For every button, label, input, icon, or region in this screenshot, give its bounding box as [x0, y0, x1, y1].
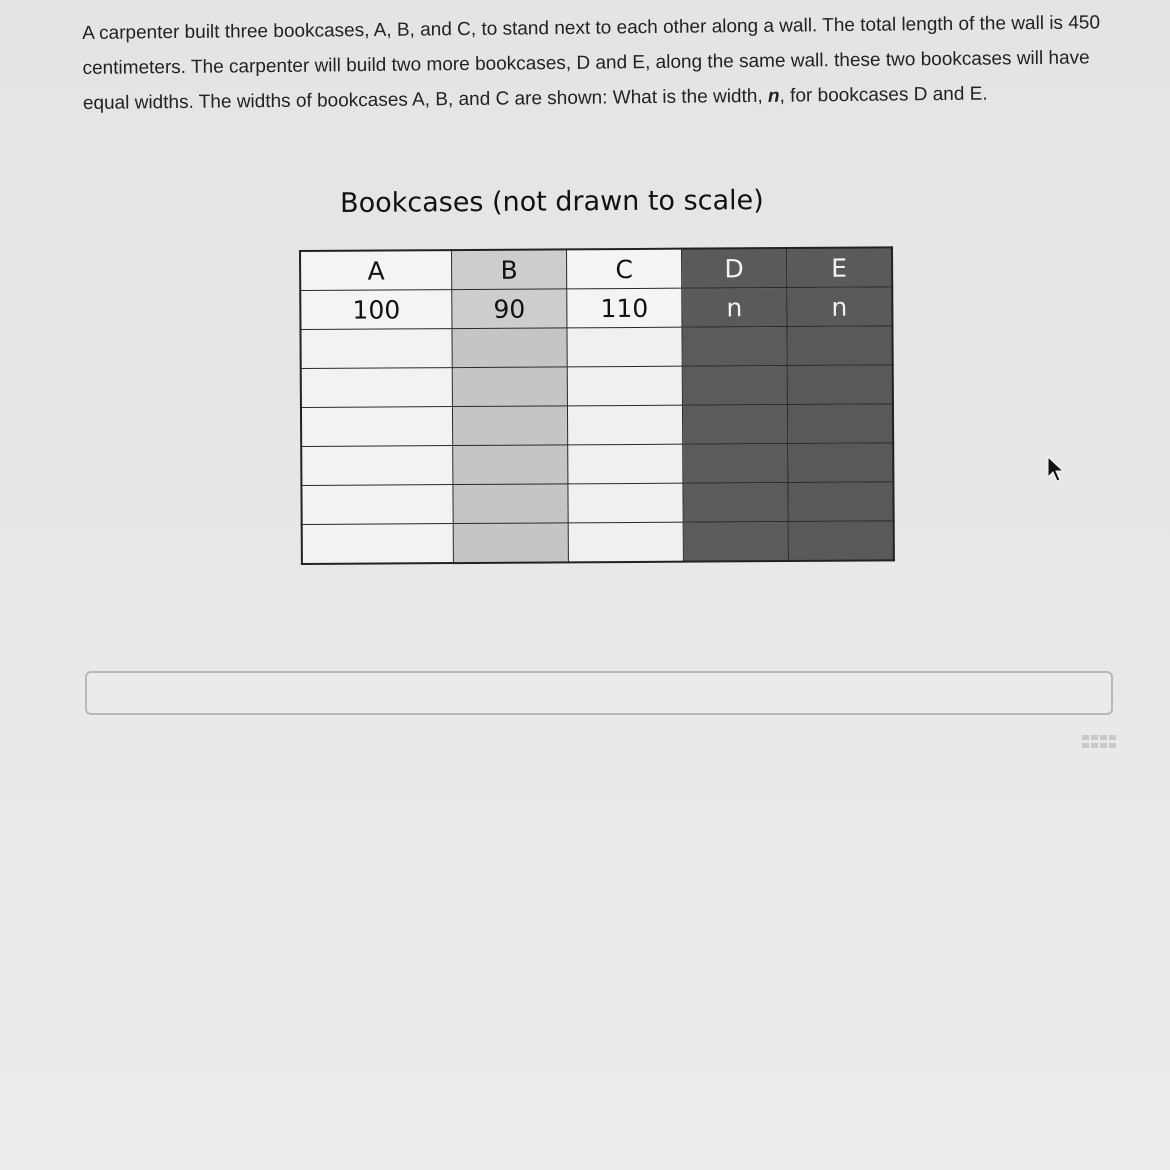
- shelf-cell: [682, 327, 787, 367]
- keypad-grid-icon[interactable]: [1082, 735, 1116, 749]
- shelf-row: [301, 482, 893, 525]
- shelf-row: [301, 365, 893, 408]
- bookcase-label-d: D: [681, 248, 786, 288]
- shelf-cell: [787, 365, 893, 405]
- question-variable: n: [767, 85, 780, 107]
- shelf-row: [301, 443, 893, 486]
- shelf-cell: [452, 367, 567, 407]
- bookcase-label-row: [300, 247, 892, 290]
- bookcase-width-row: [300, 287, 892, 330]
- shelf-cell: [683, 522, 788, 562]
- shelf-cell: [452, 406, 567, 446]
- bookcase-label-b: B: [452, 249, 567, 289]
- question-part-1: A carpenter built three bookcases, A, B, and C, to stand next to each other along a wall. The total length of the wall is 450 centimeters. The carpenter will build two more bookcases, D and E, along the same wall. these two bookcases will have equal widths. The widths of bookcases A, B, and C are shown: What is the width,: [82, 12, 1101, 114]
- figure-title: Bookcases (not drawn to scale): [340, 185, 764, 219]
- shelf-cell: [683, 483, 788, 523]
- shelf-cell: [568, 444, 683, 484]
- mouse-pointer-icon: [1046, 456, 1064, 484]
- shelf-cell: [567, 366, 682, 406]
- shelf-cell: [453, 523, 568, 563]
- bookcases-figure: [299, 246, 895, 565]
- shelf-cell: [567, 405, 682, 445]
- shelf-cell: [682, 405, 787, 445]
- bookcase-label-a: A: [300, 250, 452, 290]
- shelf-cell: [453, 445, 568, 485]
- bookcase-width-a: 100: [300, 290, 452, 330]
- bookcase-width-d: n: [682, 288, 787, 328]
- shelf-cell: [302, 524, 454, 564]
- shelf-cell: [301, 446, 453, 486]
- bookcase-label-e: E: [786, 247, 892, 287]
- bookcase-width-b: 90: [452, 289, 567, 329]
- shelf-cell: [300, 329, 452, 369]
- shelf-row: [302, 521, 894, 564]
- shelf-cell: [568, 522, 683, 562]
- shelf-cell: [788, 443, 894, 483]
- bookcase-width-c: 110: [567, 288, 682, 328]
- shelf-cell: [301, 407, 453, 447]
- shelf-cell: [301, 485, 453, 525]
- shelf-row: [301, 404, 893, 447]
- shelf-cell: [452, 328, 567, 368]
- question-text: [82, 5, 1133, 121]
- shelf-cell: [453, 484, 568, 524]
- shelf-cell: [683, 444, 788, 484]
- shelf-cell: [788, 482, 894, 522]
- shelf-cell: [787, 404, 893, 444]
- shelf-cell: [682, 366, 787, 406]
- shelf-cell: [787, 326, 893, 366]
- shelf-row: [300, 326, 892, 369]
- bookcases-table: [299, 246, 895, 565]
- bookcase-width-e: n: [787, 287, 893, 327]
- shelf-cell: [788, 521, 894, 561]
- question-part-2: , for bookcases D and E.: [779, 83, 988, 107]
- answer-input[interactable]: [85, 671, 1113, 715]
- bookcase-label-c: C: [567, 249, 682, 289]
- shelf-cell: [567, 327, 682, 367]
- shelf-cell: [568, 483, 683, 523]
- shelf-cell: [301, 368, 453, 408]
